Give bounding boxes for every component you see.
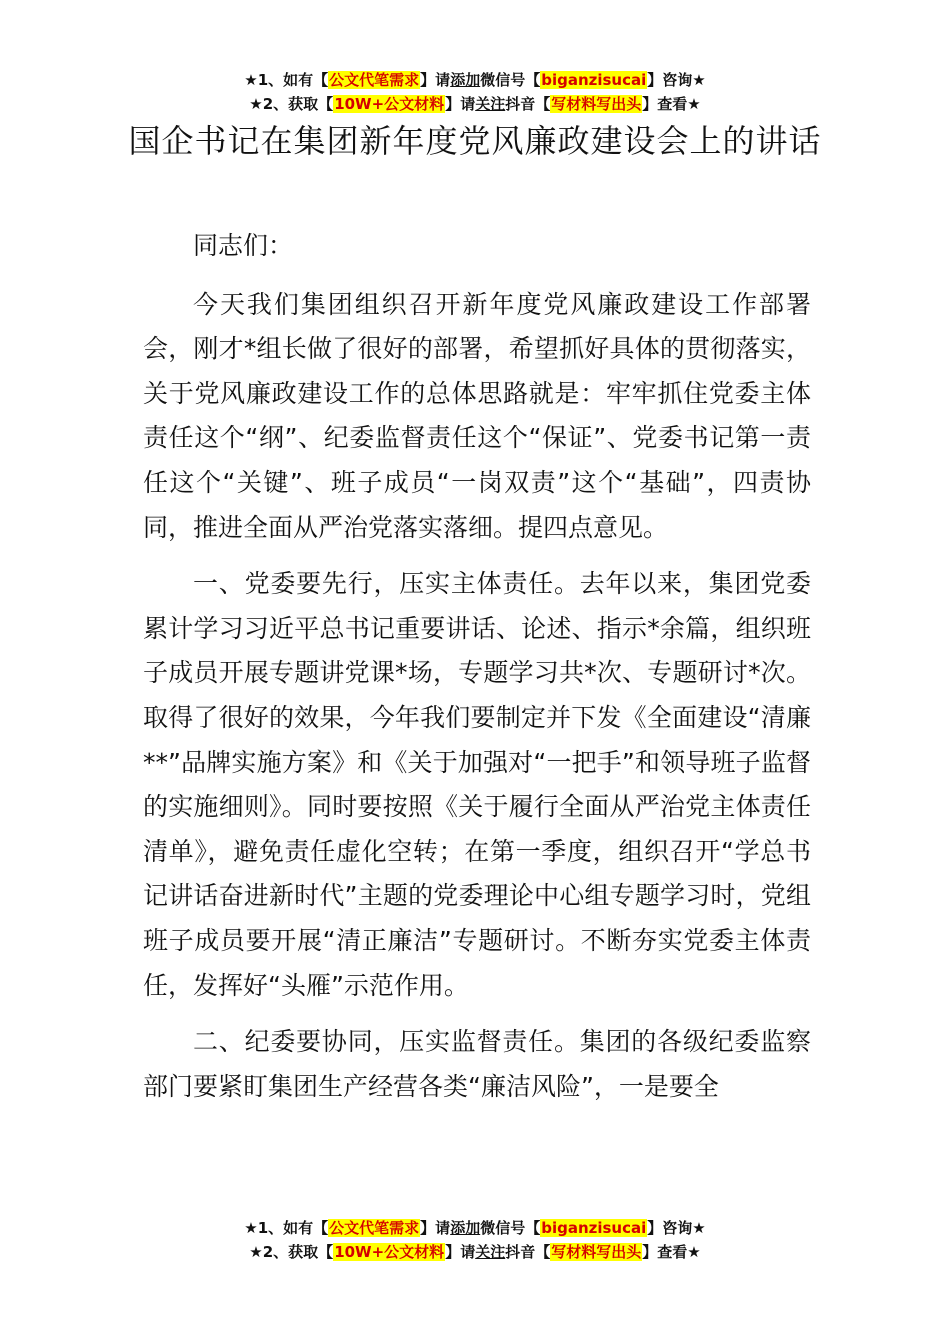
highlight-materials: 10W+公文材料	[334, 95, 445, 113]
notice-line-1	[0, 1216, 950, 1240]
notice-line-2	[0, 92, 950, 116]
notice-text: ★2、获取【	[249, 95, 334, 113]
notice-text: 】查看★	[642, 1243, 701, 1261]
notice-text: 抖音【	[505, 95, 551, 113]
notice-underlined: 关注	[475, 95, 506, 113]
highlight-wechat-id: biganzisucai	[541, 71, 647, 89]
notice-text: ★2、获取【	[249, 1243, 334, 1261]
salutation: 同志们：	[193, 231, 294, 260]
notice-text: 】咨询★	[647, 1219, 706, 1237]
notice-text: 抖音【	[505, 1243, 551, 1261]
notice-line-1	[0, 68, 950, 92]
highlight-service: 公文代笔需求	[329, 71, 420, 89]
notice-text: 】咨询★	[647, 71, 706, 89]
highlight-douyin-account: 写材料写出头	[551, 95, 642, 113]
notice-underlined: 添加	[450, 1219, 481, 1237]
notice-text: 】请	[445, 95, 476, 113]
notice-text: ★1、如有【	[244, 1219, 329, 1237]
notice-text: 微信号【	[480, 71, 541, 89]
highlight-service: 公文代笔需求	[329, 1219, 420, 1237]
document-title: 国企书记在集团新年度党风廉政建设会上的讲话	[128, 122, 822, 160]
paragraph-intro: 今天我们集团组织召开新年度党风廉政建设工作部署会，刚才*组长做了很好的部署，希望抓好具体的贯彻落实，关于党风廉政建设工作的总体思路就是：牢牢抓住党委主体责任这个“纲”、纪委监督责任这个“保证”、党委书记第一责任这个“关键”、班子成员“一岗双责”这个“基础”，四责协同，推进全面从严治党落实落细。提四点意见。	[143, 289, 811, 542]
notice-text: ★1、如有【	[244, 71, 329, 89]
notice-text: 】请	[445, 1243, 476, 1261]
notice-text: 微信号【	[480, 1219, 541, 1237]
notice-underlined: 关注	[475, 1243, 506, 1261]
notice-line-2	[0, 1240, 950, 1264]
highlight-wechat-id: biganzisucai	[541, 1219, 647, 1237]
highlight-materials: 10W+公文材料	[334, 1243, 445, 1261]
notice-underlined: 添加	[450, 71, 481, 89]
notice-text: 】请	[420, 71, 451, 89]
highlight-douyin-account: 写材料写出头	[551, 1243, 642, 1261]
paragraph-point-1: 一、党委要先行，压实主体责任。去年以来，集团党委累计学习习近平总书记重要讲话、论述、指示*余篇，组织班子成员开展专题讲党课*场，专题学习共*次、专题研讨*次。取得了很好的效果，今年我们要制定并下发《全面建设“清廉**”品牌实施方案》和《关于加强对“一把手”和领导班子监督的实施细则》。同时要按照《关于履行全面从严治党主体责任清单》，避免责任虚化空转；在第一季度，组织召开“学总书记讲话奋进新时代”主题的党委理论中心组专题学习时，党组班子成员要开展“清正廉洁”专题研讨。不断夯实党委主体责任，发挥好“头雁”示范作用。	[143, 569, 811, 1000]
document-body	[143, 224, 811, 1121]
top-notice-banner	[0, 68, 950, 116]
notice-text: 】请	[420, 1219, 451, 1237]
bottom-notice-banner	[0, 1216, 950, 1264]
paragraph-point-2: 二、纪委要协同，压实监督责任。集团的各级纪委监察部门要紧盯集团生产经营各类“廉洁风险”，一是要全	[143, 1027, 811, 1101]
notice-text: 】查看★	[642, 95, 701, 113]
